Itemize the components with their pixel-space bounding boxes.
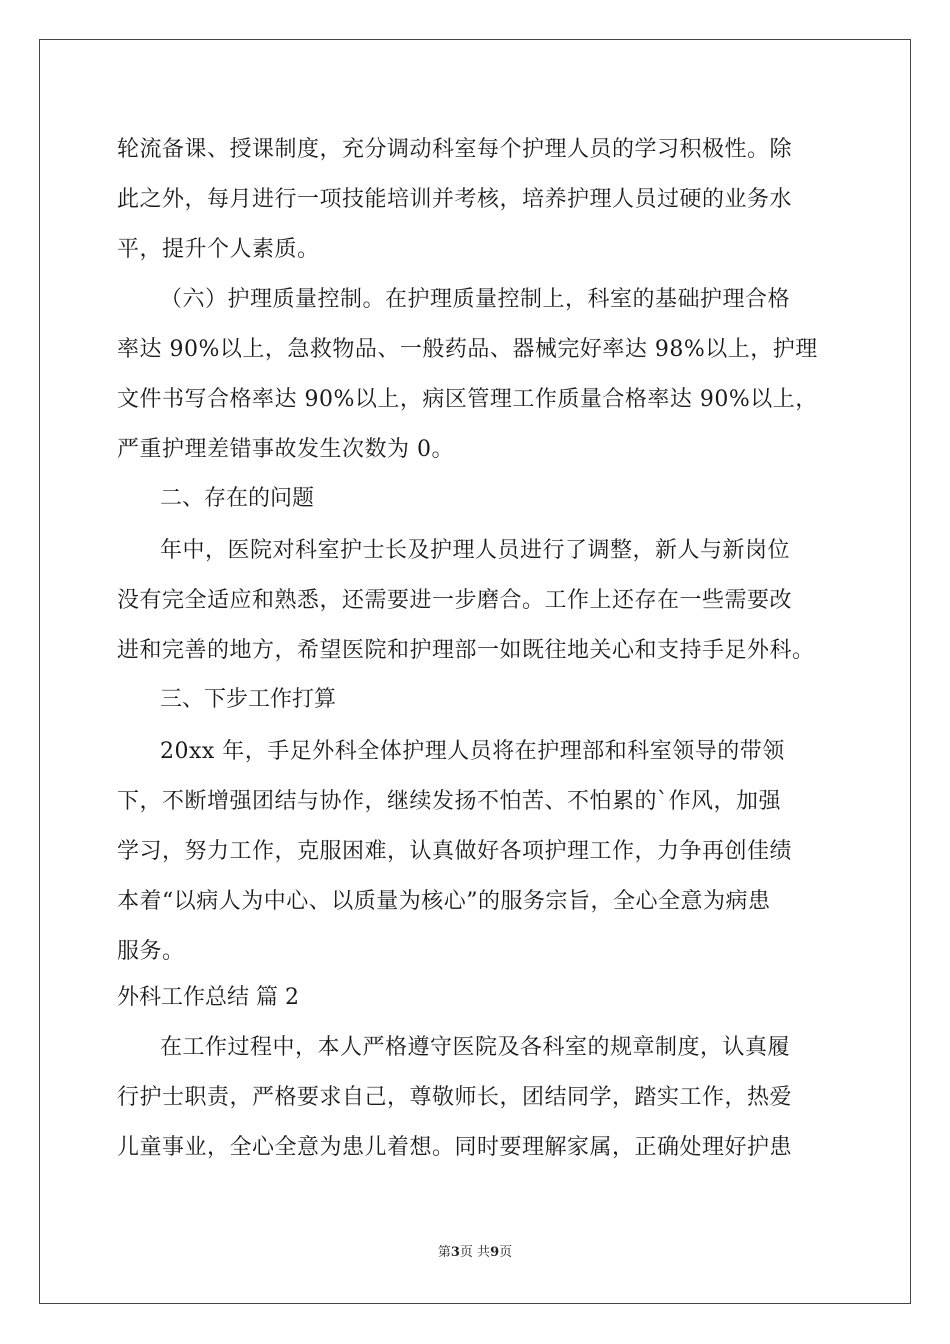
page-footer bbox=[0, 1244, 950, 1262]
paragraph-line: 轮流备课、授课制度，充分调动科室每个护理人员的学习积极性。除 bbox=[117, 137, 793, 162]
section-heading: 三、下步工作打算 bbox=[160, 687, 337, 712]
paragraph-line: 进和完善的地方，希望医院和护理部一如既往地关心和支持手足外科。 bbox=[117, 638, 815, 663]
paragraph-line: 下，不断增强团结与协作，继续发扬不怕苦、不怕累的`作风，加强 bbox=[117, 789, 782, 814]
paragraph-line: 年中，医院对科室护士长及护理人员进行了调整，新人与新岗位 bbox=[160, 538, 791, 563]
current-page-number: 3 bbox=[450, 1245, 460, 1260]
paragraph-line: 本着“以病人为中心、以质量为核心”的服务宗旨，全心全意为病患 bbox=[117, 889, 771, 914]
paragraph-line: 学习，努力工作，克服困难，认真做好各项护理工作，力争再创佳绩 bbox=[117, 839, 793, 864]
paragraph-line: 儿童事业，全心全意为患儿着想。同时要理解家属，正确处理好护患 bbox=[117, 1135, 793, 1160]
total-page-number: 9 bbox=[490, 1245, 500, 1260]
paragraph-line: 文件书写合格率达 90%以上，病区管理工作质量合格率达 90%以上， bbox=[117, 387, 818, 412]
paragraph-line: 平，提升个人素质。 bbox=[117, 237, 320, 262]
footer-suffix: 页 bbox=[499, 1245, 513, 1260]
paragraph-line: 率达 90%以上，急救物品、一般药品、器械完好率达 98%以上，护理 bbox=[117, 337, 818, 362]
paragraph-line: 没有完全适应和熟悉，还需要进一步磨合。工作上还存在一些需要改 bbox=[117, 588, 793, 613]
paragraph-line: 此之外，每月进行一项技能培训并考核，培养护理人员过硬的业务水 bbox=[117, 187, 793, 212]
paragraph-line: （六）护理质量控制。在护理质量控制上，科室的基础护理合格 bbox=[160, 287, 791, 312]
paragraph-line: 行护士职责，严格要求自己，尊敬师长，团结同学，踏实工作，热爱 bbox=[117, 1085, 793, 1110]
paragraph-line: 严重护理差错事故发生次数为 0。 bbox=[117, 437, 454, 462]
article-title: 外科工作总结 篇 2 bbox=[117, 985, 299, 1010]
page-border bbox=[39, 39, 911, 1304]
paragraph-line: 在工作过程中，本人严格遵守医院及各科室的规章制度，认真履 bbox=[160, 1035, 791, 1060]
section-heading: 二、存在的问题 bbox=[160, 486, 315, 511]
footer-mid: 页 共 bbox=[459, 1245, 491, 1260]
paragraph-line: 服务。 bbox=[117, 939, 185, 964]
footer-prefix: 第 bbox=[437, 1245, 451, 1260]
paragraph-line: 20xx 年，手足外科全体护理人员将在护理部和科室领导的带领 bbox=[160, 739, 785, 764]
